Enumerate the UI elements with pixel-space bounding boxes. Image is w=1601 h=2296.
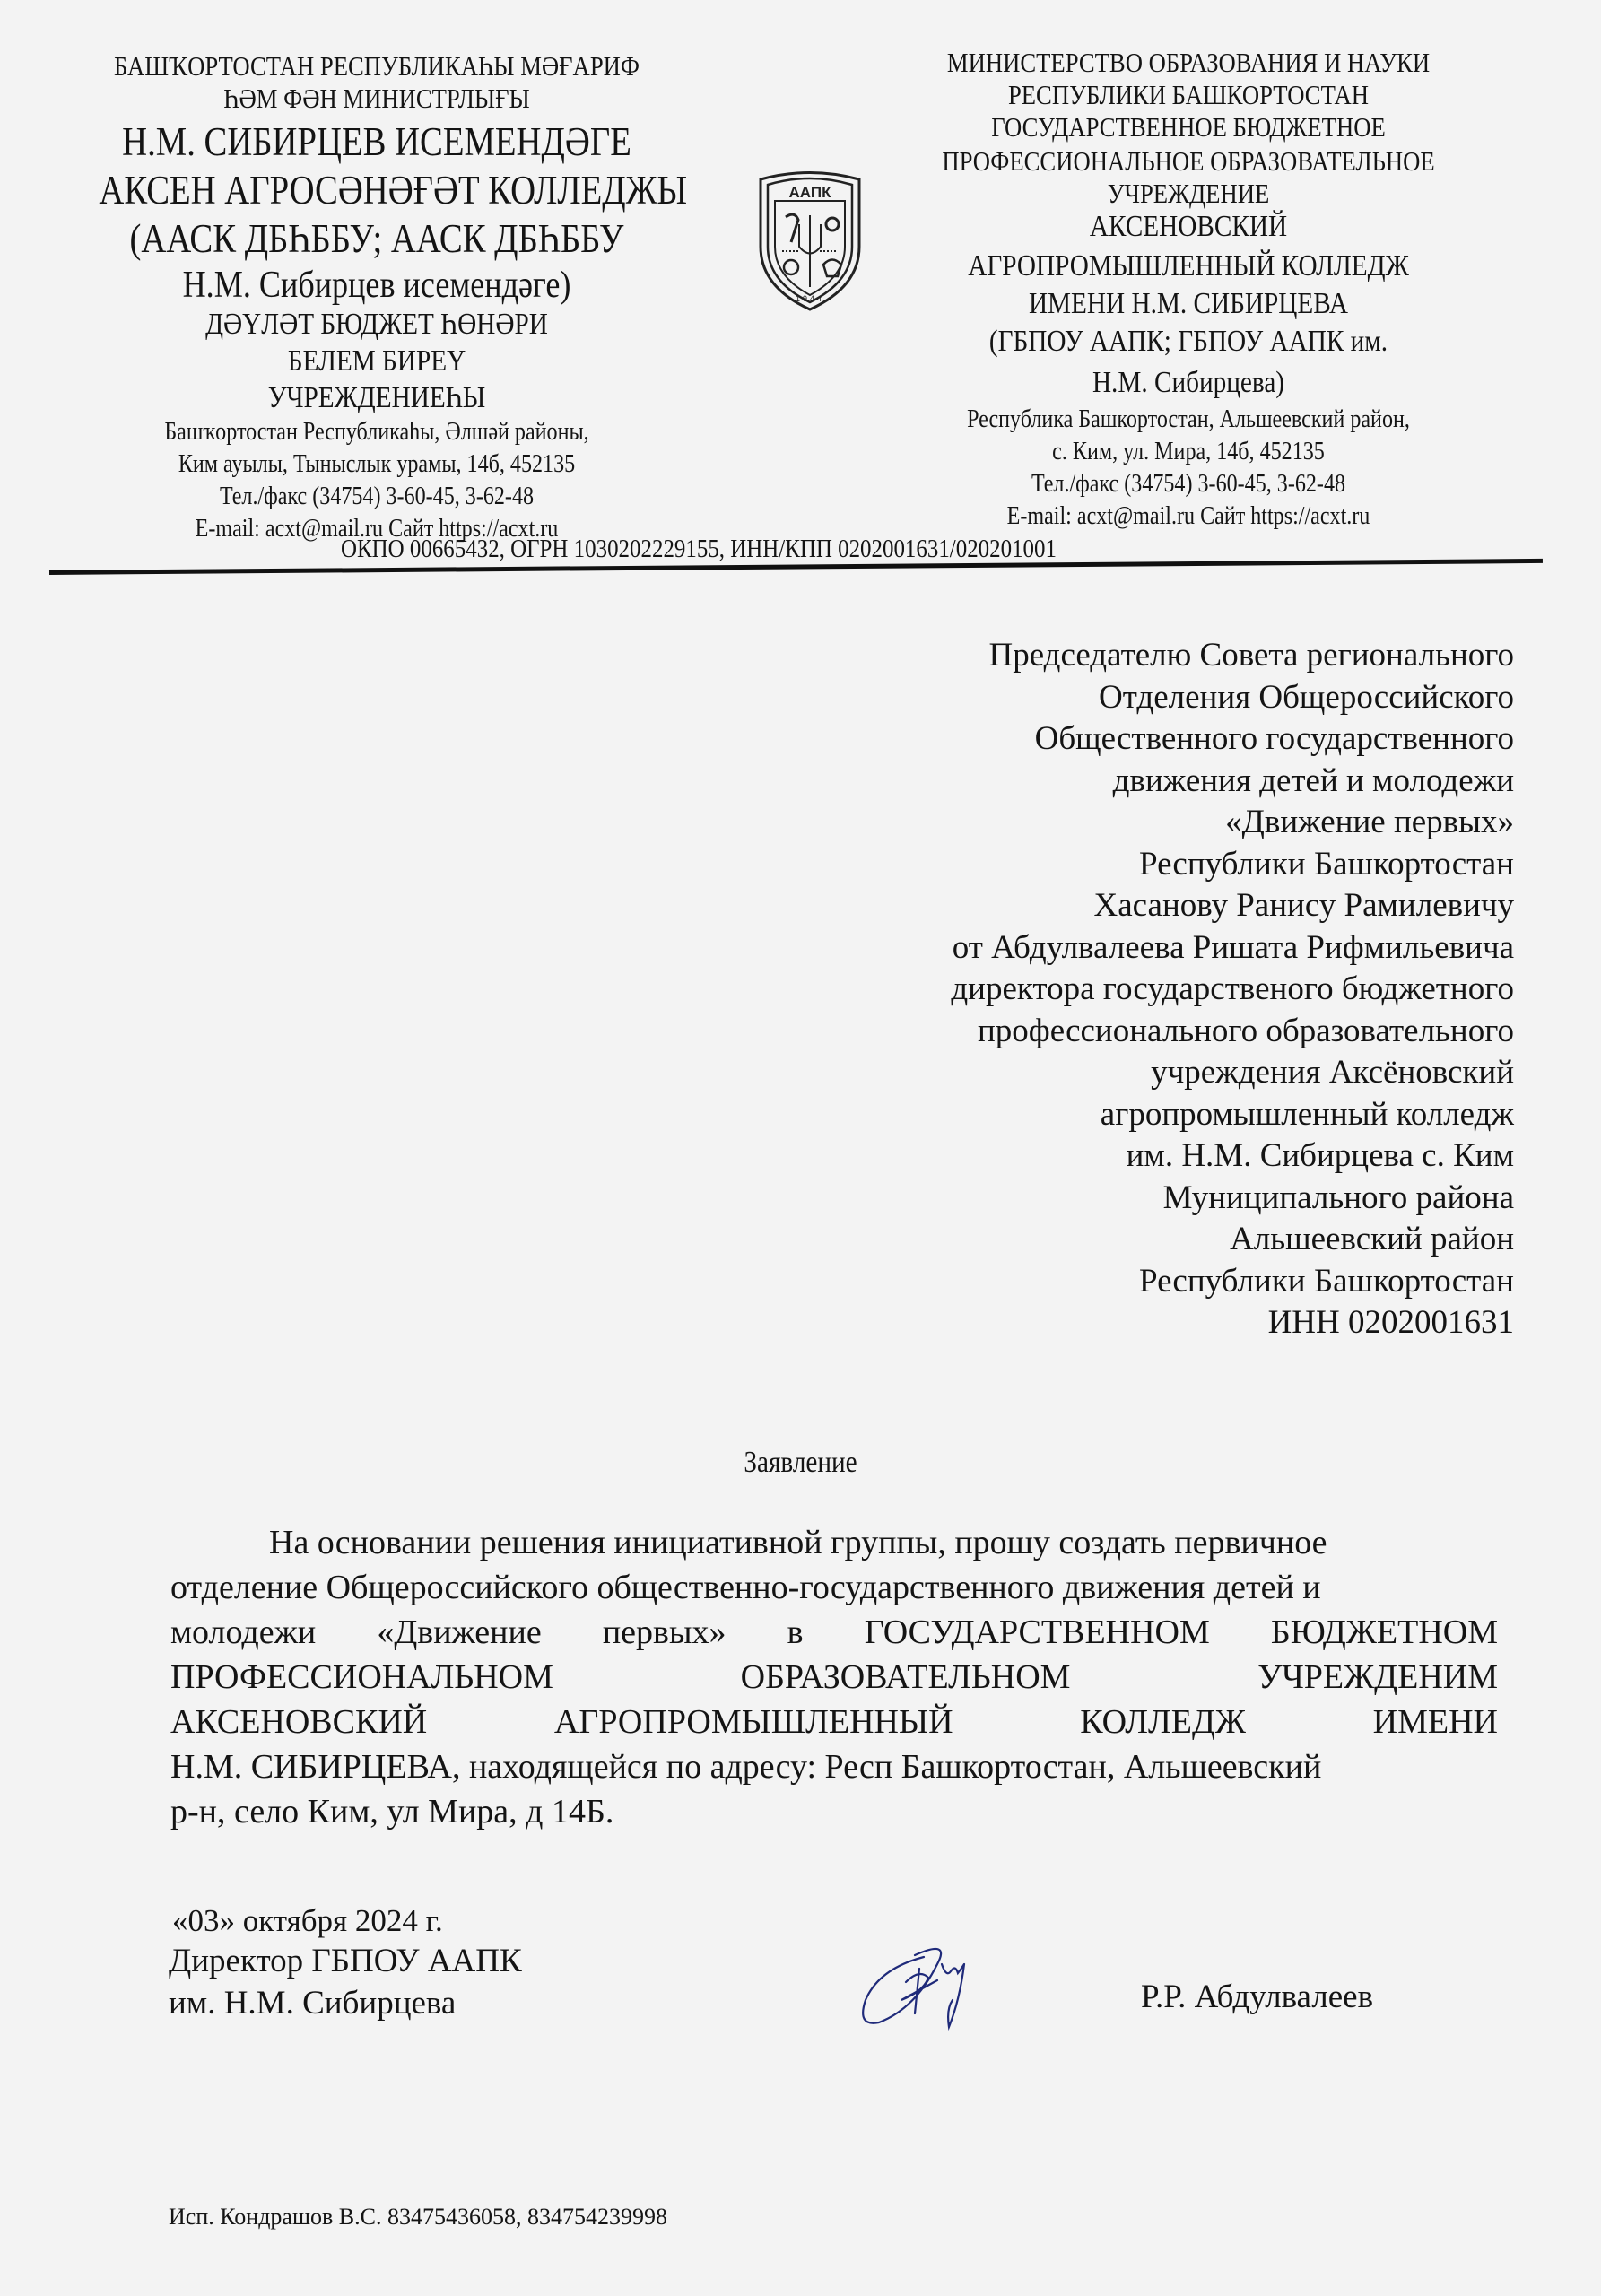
letterhead-right-address: Республика Башкортостан, Альшеевский район, [967,405,1410,433]
letterhead-left-line: БЕЛЕМ БИРЕҮ [287,344,466,378]
body-line: р-н, село Ким, ул Мира, д 14Б. [170,1793,614,1831]
body-line: На основании решения инициативной группы, прошу создать первичное [269,1524,1327,1561]
body-line: АКСЕНОВСКИЙ АГРОПРОМЫШЛЕННЫЙ КОЛЛЕДЖ ИМЕНИ [170,1703,1498,1741]
letterhead-left-email: E-mail: acxt@mail.ru Сайт https://acxt.ru [195,515,559,543]
letterhead-right-line: АГРОПРОМЫШЛЕННЫЙ КОЛЛЕДЖ [968,249,1409,283]
letterhead-left-line: АКСЕН АГРОСӘНӘҒӘТ КОЛЛЕДЖЫ [99,168,688,213]
letterhead-right-line: МИНИСТЕРСТВО ОБРАЗОВАНИЯ И НАУКИ [946,47,1431,78]
document-title: Заявление [744,1446,857,1479]
letterhead-left-address: Ким ауылы, Тыныслык урамы, 14б, 452135 [178,450,576,478]
letterhead-left-line: Н.М. СИБИРЦЕВ ИСЕМЕНДӘГЕ [122,119,631,164]
letterhead-left-line: ДӘҮЛӘТ БЮДЖЕТ ҺӨНӘРИ [205,308,548,341]
sender-line: учреждения Аксёновский [1151,1054,1514,1091]
recipient-line: Председателю Совета регионального [988,637,1514,674]
recipient-line: Республики Башкортостан [1138,845,1514,883]
registration-codes: ОКПО 00665432, ОГРН 1030202229155, ИНН/КПП 0202001631/020201001 [341,535,1057,563]
recipient-line: «Движение первых» [1225,804,1514,840]
letterhead-left-phone: Тел./факс (34754) 3-60-45, 3-62-48 [219,483,535,510]
sender-line: от Абдулвалеева Ришата Рифмильевича [952,928,1514,966]
sender-line: Республики Башкортостан [1138,1262,1514,1300]
letterhead-right-phone: Тел./факс (34754) 3-60-45, 3-62-48 [1031,470,1346,498]
letterhead-left-line: (ААСК ДБҺББУ; ААСК ДБҺББУ [129,216,624,261]
letterhead-right-address: с. Ким, ул. Мира, 14б, 452135 [1052,438,1325,465]
sender-line: им. Н.М. Сибирцева с. Ким [1126,1137,1514,1174]
recipient-line: движения детей и молодежи [1112,761,1514,799]
letterhead-right-line: ПРОФЕССИОНАЛЬНОЕ ОБРАЗОВАТЕЛЬНОЕ [942,145,1435,177]
document-date: «03» октября 2024 г. [172,1903,443,1938]
sender-line: Альшеевский район [1230,1221,1514,1257]
letterhead-right-line: (ГБПОУ ААПК; ГБПОУ ААПК им. [988,325,1388,358]
letterhead-left-line: Н.М. Сибирцев исемендәге) [182,265,571,306]
sender-inn: ИНН 0202001631 [1267,1304,1514,1341]
letterhead-left-line: УЧРЕЖДЕНИЕҺЫ [267,381,486,414]
letterhead-right-line: УЧРЕЖДЕНИЕ [1107,178,1270,209]
letterhead-right-line: ИМЕНИ Н.М. СИБИРЦЕВА [1028,287,1349,320]
letterhead-left-line: ҺӘМ ФӘН МИНИСТРЛЫҒЫ [223,83,530,114]
recipient-line: Отделения Общероссийского [1098,678,1514,716]
letterhead-right-line: РЕСПУБЛИКИ БАШКОРТОСТАН [1007,79,1370,110]
logo-year: 1944 [795,294,825,303]
recipient-line: Общественного государственного [1034,720,1514,757]
letterhead-left-address: Башҡортостан Республикаһы, Әлшәй районы, [164,418,589,446]
letterhead-left-line: БАШҠОРТОСТАН РЕСПУБЛИКАҺЫ МӘҒАРИФ [114,50,640,82]
body-line: Н.М. СИБИРЦЕВА, находящейся по адресу: Респ Башкортостан, Альшеевский [170,1748,1322,1786]
letterhead-right-line: Н.М. Сибирцева) [1092,366,1285,399]
recipient-block [951,635,1514,1344]
college-emblem-logo [743,161,877,314]
signer-name: Р.Р. Абдулвалеев [1141,1979,1374,2015]
sender-line: директора государственого бюджетного [951,970,1514,1007]
body-line: молодежи «Движение первых» в ГОСУДАРСТВЕННОМ БЮДЖЕТНОМ [170,1613,1498,1651]
executor-note: Исп. Кондрашов В.С. 83475436058, 834754239998 [169,2204,667,2230]
signer-position: Директор ГБПОУ ААПК [169,1943,522,1979]
handwritten-signature [852,1937,987,2036]
letterhead-right-line: АКСЕНОВСКИЙ [1089,210,1288,243]
letterhead-right-email: E-mail: acxt@mail.ru Сайт https://acxt.ru [1006,502,1370,530]
body-line: ПРОФЕССИОНАЛЬНОМ ОБРАЗОВАТЕЛЬНОМ УЧРЕЖДЕНИМ [170,1658,1498,1696]
body-line: отделение Общероссийского общественно-государственного движения детей и [170,1569,1321,1606]
sender-line: профессионального образовательного [977,1012,1514,1049]
sender-line: агропромышленный колледж [1100,1095,1514,1133]
sender-line: Муниципального района [1162,1178,1514,1216]
recipient-line: Хасанову Ранису Рамилевичу [1093,887,1514,924]
letterhead-right-line: ГОСУДАРСТВЕННОЕ БЮДЖЕТНОЕ [991,111,1386,143]
logo-abbreviation: ААПК [788,184,831,201]
signer-position-line2: им. Н.М. Сибирцева [169,1985,457,2022]
